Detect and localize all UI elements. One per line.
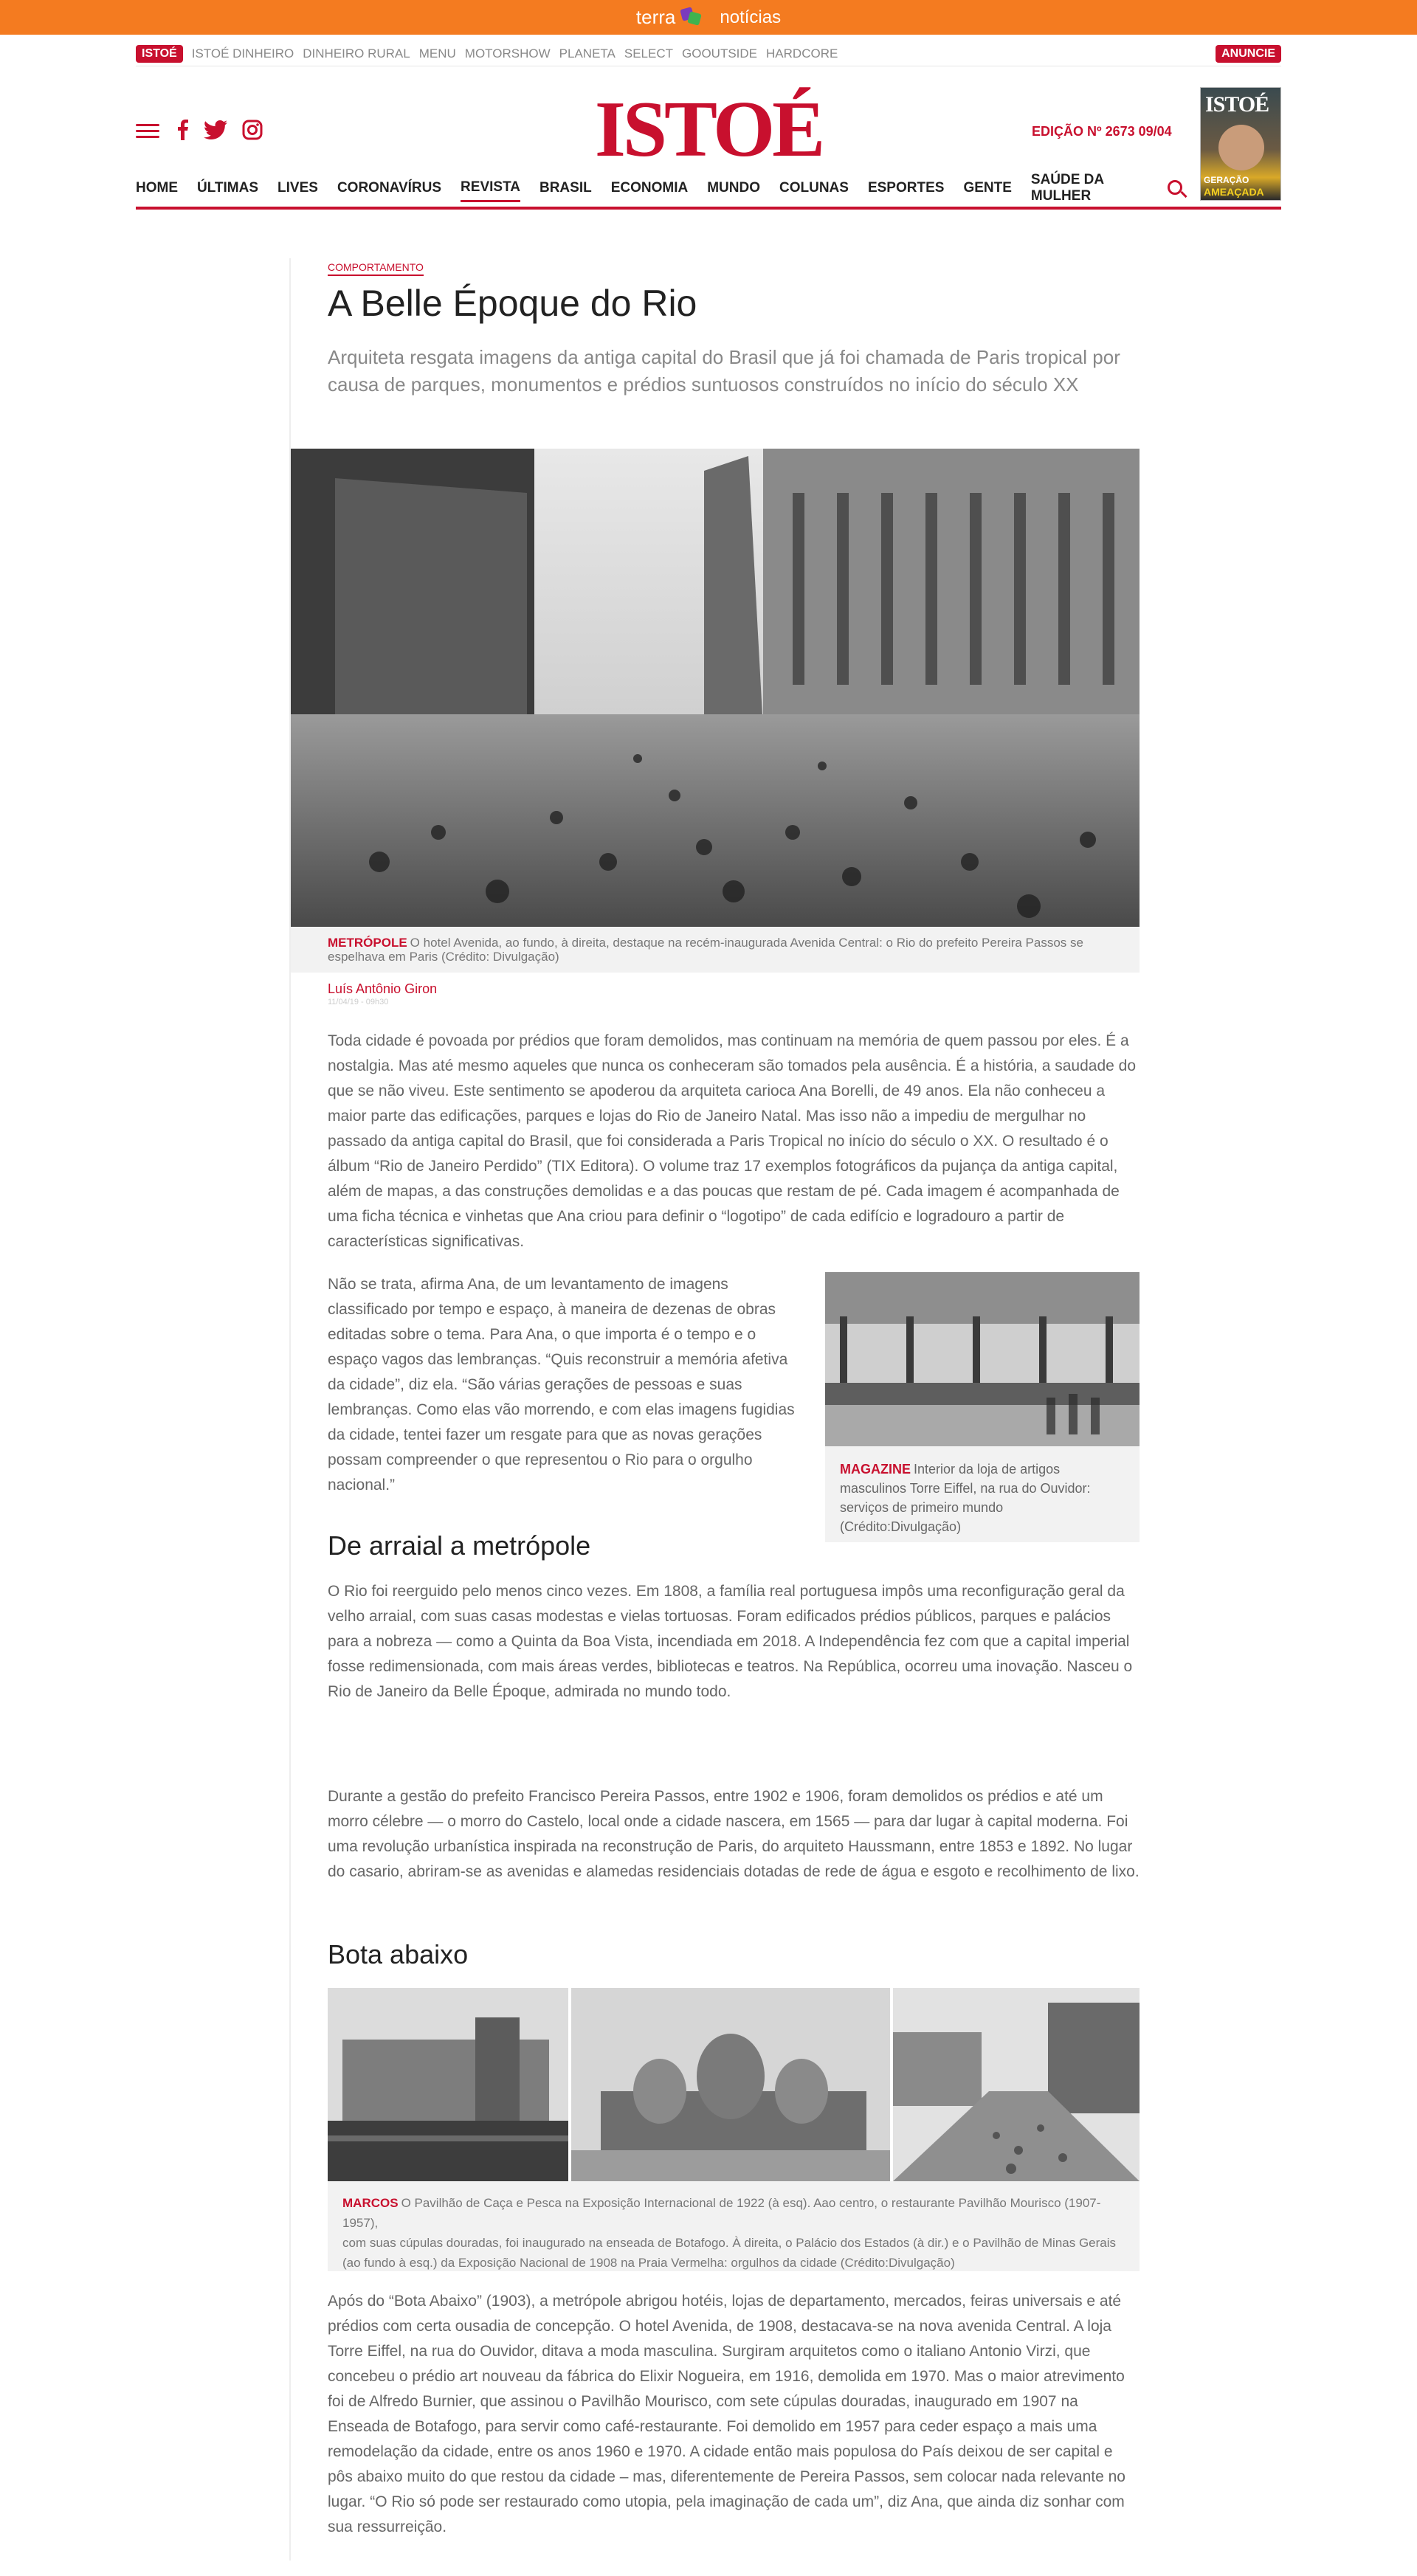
anuncie-button[interactable]: ANUNCIE [1216,45,1281,63]
nav-gente[interactable]: GENTE [963,180,1012,196]
article [289,258,1140,2535]
util-link-motorshow[interactable]: MOTORSHOW [464,46,551,61]
nav-revista[interactable]: REVISTA [461,179,520,202]
section-heading-1: De arraial a metrópole [328,1530,591,1561]
hero-caption-label: METRÓPOLE [328,936,407,950]
terra-section-link[interactable]: notícias [720,7,782,27]
nav-mundo[interactable]: MUNDO [707,180,760,196]
article-title: A Belle Époque do Rio [328,283,697,324]
triptych-caption-label: MARCOS [342,2196,399,2210]
side-photo[interactable] [825,1272,1140,1446]
side-caption [825,1446,1140,1542]
paragraph-3: O Rio foi reerguido pelo menos cinco vezes. Em 1808, a família real portuguesa impôs uma reconfiguração geral da velho arraial, com suas casas modestas e vielas tortuosas. Foram edificados prédios públicos, parques e palácios para a nobreza — como a Quinta da Boa Vista, incendiada em 2018. A Independência fez com que a capital imperial fosse redimensionada, com mais áreas verdes, bibliotecas e teatros. Na República, ocorreu uma inovação. Nasceu o Rio de Janeiro da Belle Époque, admirada no mundo todo. [328,1583,1133,1700]
paragraph-5: Após do “Bota Abaixo” (1903), a metrópole abrigou hotéis, lojas de departamento, mercados, feiras universais e até prédios com certa ousadia de concepção. O hotel Avenida, de 1908, destacava-se na nova avenida Central. A loja Torre Eiffel, na rua do Ouvidor, ditava a moda masculina. Surgiram arquitetos como o italiano Antonio Virzi, que concebeu o prédio art nouveau da fábrica do Elixir Nogueira, em 1916, demolida em 1970. Mas o maior atrevimento foi de Alfredo Burnier, que assinou o Pavilhão Mourisco, com sete cúpulas douradas, inaugurado em 1907 na Enseada de Botafogo, para servir como café-restaurante. Foi demolido em 1957 para ceder espaço a mais uma remodelação da cidade, entre os anos 1960 e 1970. A cidade então mais populosa do País deixou de ser capital e pôs abaixo muito do que restou da cidade – mas, diferentemente de Pereira Passos, sem colocar nada relevante no lugar. “O Rio só pode ser restaurado como utopia, pela imaginação de cada um”, diz Ana, que ainda diz sonhar com sua ressurreição. [328,2293,1125,2535]
side-caption-text: Interior da loja de artigos masculinos Torre Eiffel, na rua do Ouvidor: serviços de primeiro mundo (Crédito:Divulgação) [840,1462,1091,1534]
nav-coronavirus[interactable]: CORONAVÍRUS [337,180,442,196]
terra-logo-icon [680,7,702,29]
triptych-caption [328,2181,1140,2271]
nav-lives[interactable]: LIVES [277,180,318,196]
paragraph-1: Toda cidade é povoada por prédios que foram demolidos, mas continuam na memória de quem passou por eles. É a nostalgia. Mas até mesmo aqueles que nunca os conheceram são tomados pela ausência. É a história, a saudade do que se não viveu. Este sentimento se apoderou da arquiteta carioca Ana Borelli, de 49 anos. Ela não conheceu a maior parte das edificações, parques e lojas do Rio de Janeiro Natal. Mas isso não a impediu de mergulhar no passado da antiga capital do Brasil, que foi considerada a Paris Tropical no início do século o XX. O resultado é o álbum “Rio de Janeiro Perdido” (TIX Editora). O volume traz 17 exemplos fotográficos da pujança da antiga capital, além de mapas, a das construções demolidas e a das poucas que restam de pé. Cada imagem é acompanhada de uma ficha técnica e vinhetas que Ana criou para definir o “logotipo” de cada edifício e logradouro a partir de características significativas. [328,1032,1137,1250]
facebook-icon[interactable] [177,120,189,140]
twitter-icon[interactable] [204,120,227,139]
nav-esportes[interactable]: ESPORTES [867,180,945,196]
publish-date: 11/04/19 - 09h30 [328,998,389,1006]
util-link-planeta[interactable]: PLANETA [559,46,616,61]
triptych-caption-text-1: O Pavilhão de Caça e Pesca na Exposição Internacional de 1922 (à esq). Aao centro, o restaurante Pavilhão Mourisco (1907-1957), [342,2196,1101,2230]
nav-home[interactable]: HOME [136,180,178,196]
author-link[interactable]: Luís Antônio Giron [328,981,438,996]
section-heading-2: Bota abaixo [328,1939,469,1969]
triptych-photo-left[interactable] [328,1988,568,2181]
util-link-dinheiro-rural[interactable]: DINHEIRO RURAL [303,46,410,61]
main-nav [136,174,1281,210]
paragraph-2: Não se trata, afirma Ana, de um levantamento de imagens classificado por tempo e espaço, à maneira de dezenas de obras editadas sobre o tema. Para Ana, o que importa é o tempo e o espaço vagos das lembranças. “Quis reconstruir a memória afetiva da cidade”, diz ela. “São várias gerações de pessoas e suas lembranças. Como elas vão morrendo, e com elas imagens fugidias da cidade, tentei fazer um resgate para que as novas gerações possam compreender o que representou o Rio para o orgulho nacional.” [328,1276,795,1494]
category-tag[interactable]: COMPORTAMENTO [328,261,424,276]
triptych-caption-text-2: com suas cúpulas douradas, foi inaugurado na enseada de Botafogo. À direita, o Palácio dos Estados (à dir.) e o Pavilhão de Minas Gerais (ao fundo à esq.) da Exposição Nacional de 1908 na Praia Vermelha: orgulhos da cidade (Crédito:Divulgação) [342,2236,1117,2270]
util-link-menu[interactable]: MENU [418,46,456,61]
nav-ultimas[interactable]: ÚLTIMAS [197,180,259,196]
nav-brasil[interactable]: BRASIL [539,180,592,196]
hero-caption-text: O hotel Avenida, ao fundo, à direita, destaque na recém-inaugurada Avenida Central: o Rio do prefeito Pereira Passos se espelhava em Paris (Crédito: Divulgação) [328,936,1083,964]
cover-headline-1: GERAÇÃO [1204,175,1249,185]
cover-headline-2: AMEAÇADA [1204,186,1264,198]
triptych-photo-right[interactable] [893,1988,1140,2181]
cover-photo [1218,125,1264,170]
hero-photo[interactable] [291,449,1140,927]
utility-bar [136,44,1281,66]
nav-saude-da-mulher[interactable]: SAÚDE DA MULHER [1030,172,1104,204]
side-caption-label: MAGAZINE [840,1462,911,1477]
nav-colunas[interactable]: COLUNAS [779,180,849,196]
terra-logo[interactable] [636,6,702,29]
istoe-pill-link[interactable]: ISTOÉ [136,45,183,63]
edition-label[interactable]: EDIÇÃO Nº 2673 09/04 [1032,124,1172,139]
cover-title: ISTOÉ [1205,92,1269,117]
util-link-select[interactable]: SELECT [624,46,674,61]
triptych-photo-center[interactable] [571,1988,890,2181]
photo-triptych [328,1988,1140,2181]
instagram-icon[interactable] [242,120,263,140]
util-link-hardcore[interactable]: HARDCORE [766,46,838,61]
hero-caption [291,927,1140,973]
social-links [177,120,263,140]
util-link-gooutside[interactable]: GOOUTSIDE [682,46,758,61]
istoe-logo[interactable]: ISTOÉ [594,86,823,173]
menu-icon[interactable] [136,124,159,140]
paragraph-4: Durante a gestão do prefeito Francisco Pereira Passos, entre 1902 e 1906, foram demolidos os prédios e até um morro célebre — o morro do Castelo, local onde a cidade nascera, em 1565 — para dar lugar à capital moderna. Foi uma revolução urbanística inspirada na reconstrução de Paris, do arquiteto Haussmann, entre 1853 e 1892. No lugar do casario, abriram-se as avenidas e alamedas residenciais dotadas de rede de água e esgoto e recolhimento de lixo. [328,1788,1140,1880]
terra-bar [0,0,1417,35]
search-icon[interactable] [1168,180,1185,201]
terra-brand: terra [635,6,676,28]
nav-economia[interactable]: ECONOMIA [610,180,689,196]
article-subtitle: Arquiteta resgata imagens da antiga capital do Brasil que já foi chamada de Paris tropical por causa de parques, monumentos e prédios suntuosos construídos no início do século XX [328,346,1120,396]
util-link-istoe-dinheiro[interactable]: ISTOÉ DINHEIRO [191,46,294,61]
